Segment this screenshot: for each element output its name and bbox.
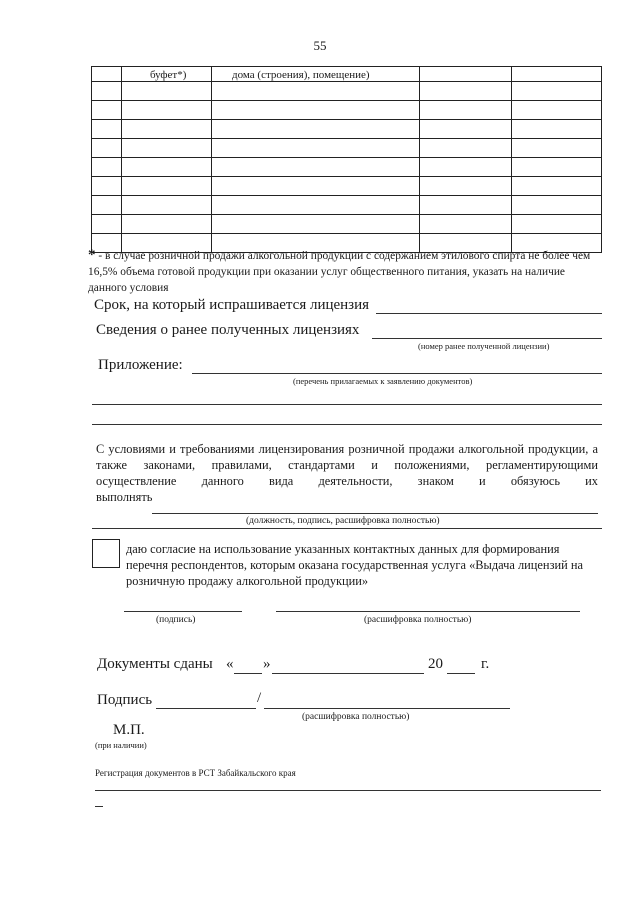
previous-licenses-label: Сведения о ранее полученных лицензиях xyxy=(96,322,360,338)
acknowledgement-signature-field[interactable] xyxy=(152,513,598,514)
section-divider xyxy=(92,528,602,529)
acknowledgement-text xyxy=(96,441,598,505)
attachment-caption: (перечень прилагаемых к заявлению документов) xyxy=(293,376,473,386)
signature-decode-field[interactable] xyxy=(264,708,510,709)
registration-field[interactable] xyxy=(95,790,601,791)
signature-field[interactable] xyxy=(156,708,256,709)
table-header-row xyxy=(92,67,602,82)
license-table xyxy=(91,66,602,253)
license-term-label: Срок, на который испрашивается лицензия xyxy=(94,297,370,313)
table-cell xyxy=(512,67,602,82)
table-row xyxy=(92,82,602,101)
table-row xyxy=(92,120,602,139)
acknowledgement-caption: (должность, подпись, расшифровка полностью) xyxy=(246,516,440,526)
attachment-line-2[interactable] xyxy=(92,404,602,405)
consent-signature-caption: (подпись) xyxy=(156,615,196,625)
submitted-year-suffix: г. xyxy=(481,656,490,672)
previous-licenses-caption: (номер ранее полученной лицензии) xyxy=(418,341,550,351)
attachment-field[interactable] xyxy=(192,373,602,374)
submitted-day-field[interactable] xyxy=(234,673,262,674)
submitted-year-field[interactable] xyxy=(447,673,475,674)
table-row xyxy=(92,139,602,158)
submitted-close-quote: » xyxy=(263,656,271,672)
registration-mark xyxy=(95,806,103,807)
stamp-note: (при наличии) xyxy=(95,740,147,750)
consent-signature-field[interactable] xyxy=(124,611,242,612)
table-row xyxy=(92,215,602,234)
table-cell xyxy=(420,67,512,82)
stamp-label: М.П. xyxy=(113,722,145,738)
acknowledgement-body: С условиями и требованиями лицензирования розничной продажи алкогольной продукции, а также законами, правилами, стандартами и положениями, регламентирующими осуществление данного вида деятельности, знаком и обязуюсь их xyxy=(96,442,598,488)
attachment-line-3[interactable] xyxy=(92,424,602,425)
table-header-building: дома (строения), помещение) xyxy=(212,67,420,82)
attachment-label: Приложение: xyxy=(98,357,183,373)
page-number: 55 xyxy=(313,38,327,53)
signature-separator: / xyxy=(257,690,262,706)
signature-caption: (расшифровка полностью) xyxy=(302,712,410,722)
signature-label: Подпись xyxy=(97,692,153,708)
footnote-text: - в случае розничной продажи алкогольной продукции с содержанием этилового спирта не более чем 16,5% объема готовой продукции при оказании услуг общественного питания, указать на наличие данного условия xyxy=(88,250,591,294)
submitted-year-prefix: 20 xyxy=(428,656,443,672)
consent-decode-field[interactable] xyxy=(276,611,580,612)
table-cell xyxy=(92,67,122,82)
submitted-month-field[interactable] xyxy=(272,673,424,674)
registration-label: Регистрация документов в РСТ Забайкальского края xyxy=(95,768,296,778)
footnote xyxy=(88,247,604,296)
consent-checkbox[interactable] xyxy=(92,539,120,568)
submitted-label: Документы сданы xyxy=(97,656,213,672)
table-row xyxy=(92,101,602,120)
footnote-marker: * xyxy=(88,247,96,263)
table-row xyxy=(92,196,602,215)
license-term-field[interactable] xyxy=(376,313,602,314)
table-header-buffet: буфет*) xyxy=(122,67,212,82)
submitted-open-quote: « xyxy=(226,656,234,672)
consent-text: даю согласие на использование указанных контактных данных для формирования перечня респондентов, которым оказана государственная услуга «Выдача лицензий на розничную продажу алкогольной продукции» xyxy=(126,542,583,588)
acknowledgement-last-line: выполнять xyxy=(96,490,153,504)
consent-decode-caption: (расшифровка полностью) xyxy=(364,615,472,625)
previous-licenses-field[interactable] xyxy=(372,338,602,339)
table-row xyxy=(92,158,602,177)
table-row xyxy=(92,177,602,196)
